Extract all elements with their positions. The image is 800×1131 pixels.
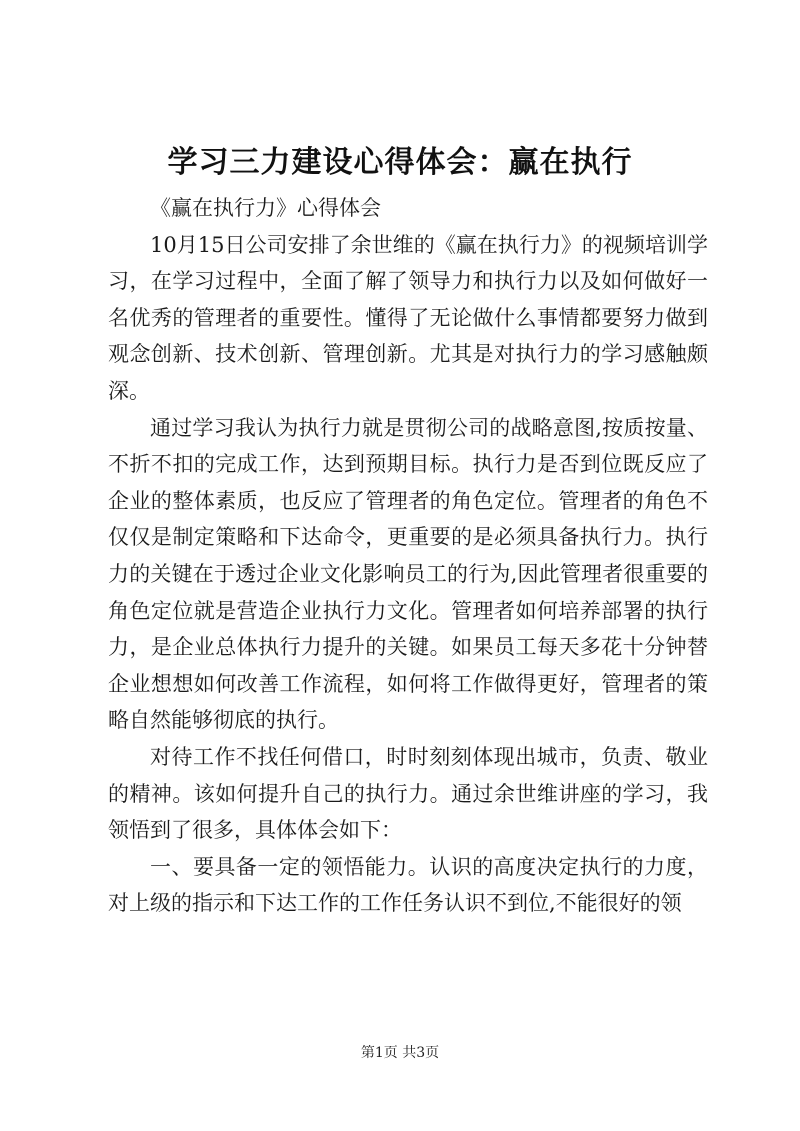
body-paragraph: 一、要具备一定的领悟能力。认识的高度决定执行的力度，对上级的指示和下达工作的工作任务认识不到位,不能很好的领 (108, 854, 708, 916)
body-paragraph: 10月15日公司安排了余世维的《赢在执行力》的视频培训学习，在学习过程中，全面了解了领导力和执行力以及如何做好一名优秀的管理者的重要性。懂得了无论做什么事情都要努力做到观念创新、技术创新、管理创新。尤其是对执行力的学习感触颇深。 (108, 232, 708, 403)
document-body (108, 190, 708, 922)
page-number-footer: 第1页 共3页 (360, 1045, 440, 1061)
subtitle-paragraph: 《赢在执行力》心得体会 (150, 196, 381, 220)
body-paragraph: 通过学习我认为执行力就是贯彻公司的战略意图,按质按量、不折不扣的完成工作，达到预期目标。执行力是否到位既反应了企业的整体素质，也反应了管理者的角色定位。管理者的角色不仅仅是制定策略和下达命令，更重要的是必须具备执行力。执行力的关键在于透过企业文化影响员工的行为,因此管理者很重要的角色定位就是营造企业执行力文化。管理者如何培养部署的执行力，是企业总体执行力提升的关键。如果员工每天多花十分钟替企业想想如何改善工作流程，如何将工作做得更好，管理者的策略自然能够彻底的执行。 (108, 415, 708, 733)
body-paragraph: 对待工作不找任何借口，时时刻刻体现出城市，负责、敬业的精神。该如何提升自己的执行力。通过余世维讲座的学习，我领悟到了很多，具体体会如下： (108, 744, 708, 843)
document-title: 学习三力建设心得体会：赢在执行 (167, 145, 633, 180)
